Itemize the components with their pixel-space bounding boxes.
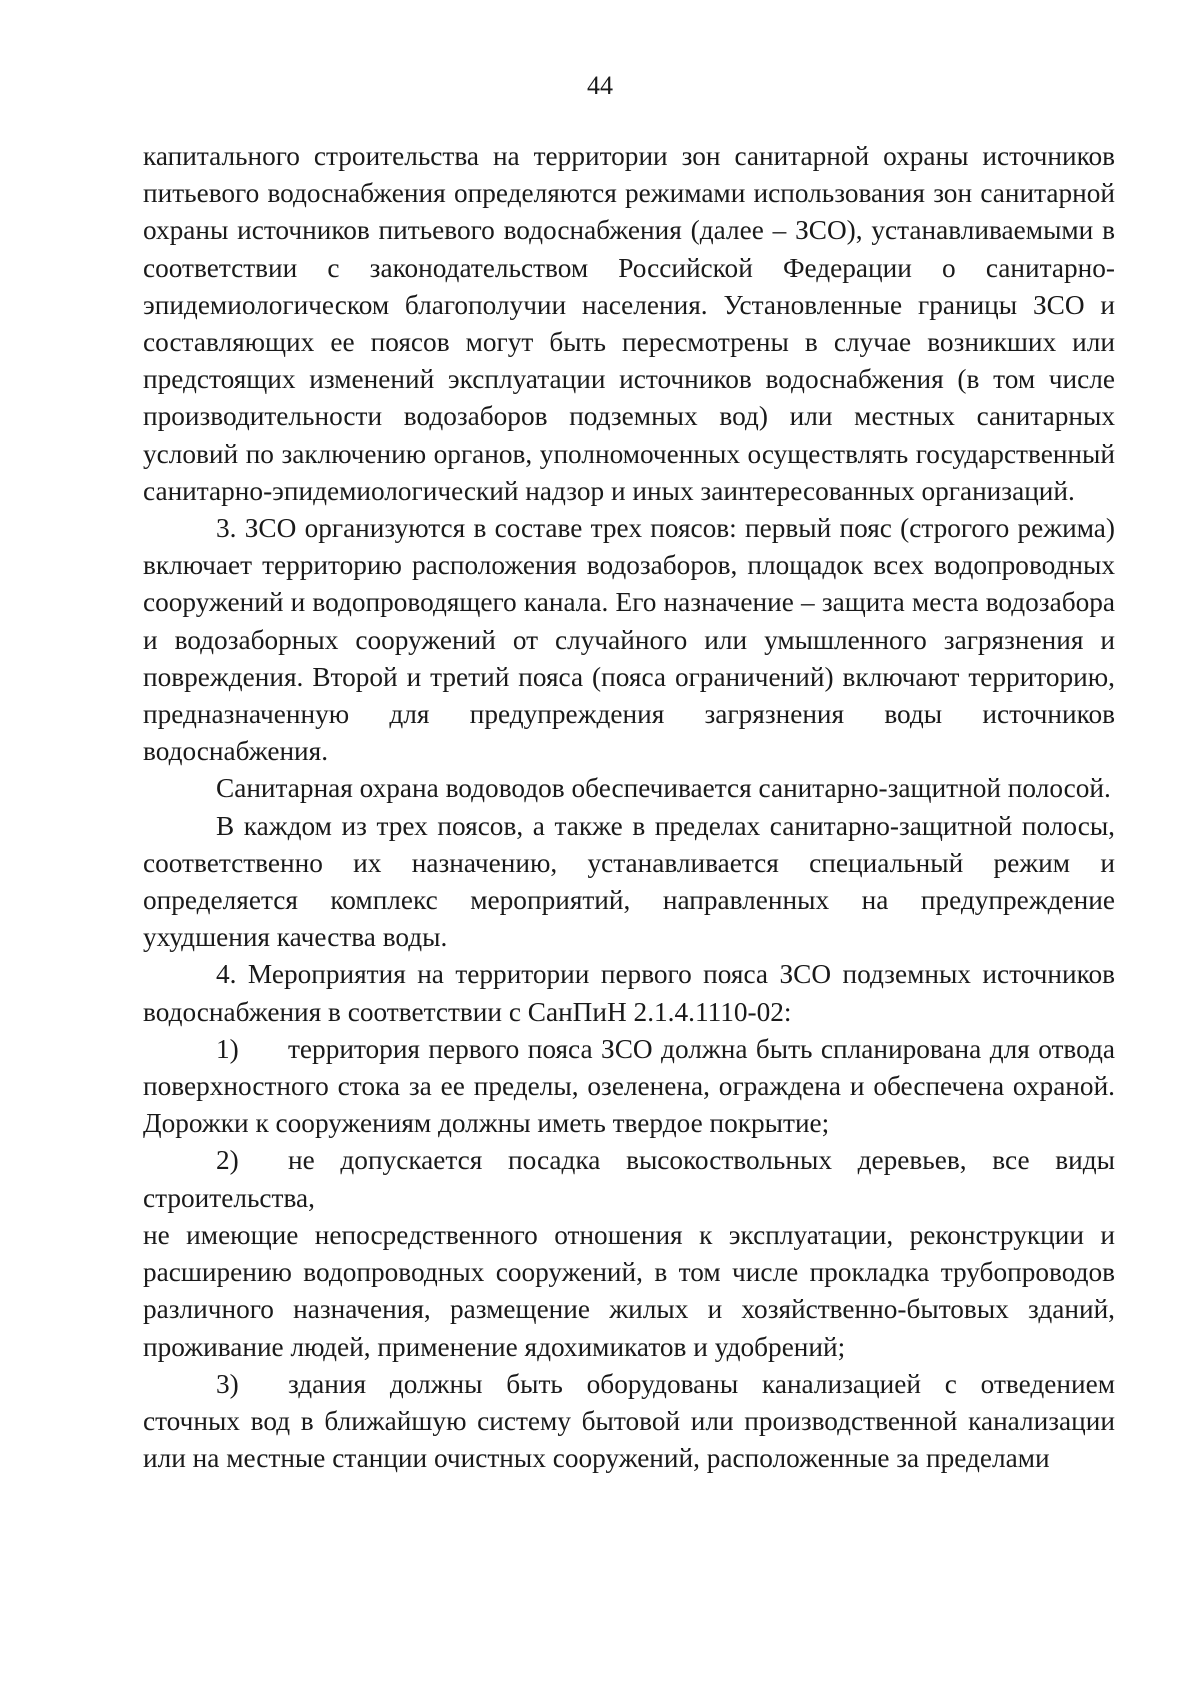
list-item-2-continuation: не имеющие непосредственного отношения к эксплуатации, реконструкции и расширению водопроводных сооружений, в том числе прокладка трубопроводов различного назначения, размещение жилых и хозяйственно-бытовых зданий, проживание людей, применение ядохимикатов и удобрений; <box>143 1219 1115 1362</box>
document-body <box>143 138 1115 1477</box>
paragraph-water-conduit-protection: Санитарная охрана водоводов обеспечивается санитарно-защитной полосой. <box>216 773 1111 804</box>
list-item-1 <box>143 1031 1115 1143</box>
paragraph-belt-regimes: В каждом из трех поясов, а также в пределах санитарно-защитной полосы, соответственно их назначению, устанавливается специальный режим и определяется комплекс мероприятий, направленных на предупреждение ухудшения качества воды. <box>143 810 1115 953</box>
list-item-number: 2) <box>216 1145 239 1176</box>
list-item-number: 3) <box>216 1368 239 1399</box>
list-item-text: здания должны быть оборудованы канализацией с отведением сточных вод в ближайшую систему бытовой или производственной канализации или на местные станции очистных сооружений, расположенные за пределами <box>143 1368 1115 1474</box>
page-number: 44 <box>587 71 613 100</box>
paragraph-3-zso-belts: 3. ЗСО организуются в составе трех поясов: первый пояс (строгого режима) включает территорию расположения водозаборов, площадок всех водопроводных сооружений и водопроводящего канала. Его назначение – защита места водозабора и водозаборных сооружений от случайного или умышленного загрязнения и повреждения. Второй и третий пояса (пояса ограничений) включают территорию, предназначенную для предупреждения загрязнения воды источников водоснабжения. <box>143 513 1115 767</box>
list-item-2 <box>143 1142 1115 1216</box>
paragraph-4-first-belt-measures: 4. Мероприятия на территории первого пояса ЗСО подземных источников водоснабжения в соответствии с СанПиН 2.1.4.1110-02: <box>143 959 1115 1027</box>
list-item-3 <box>143 1366 1115 1478</box>
list-item-number: 1) <box>216 1033 239 1064</box>
list-item-text: территория первого пояса ЗСО должна быть спланирована для отвода поверхностного стока за ее пределы, озеленена, ограждена и обеспечена охраной. Дорожки к сооружениям должны иметь твердое покрытие; <box>143 1033 1115 1139</box>
list-item-text: не допускается посадка высокоствольных деревьев, все виды строительства, <box>143 1145 1115 1213</box>
paragraph-zso-boundaries: капитального строительства на территории зон санитарной охраны источников питьевого водоснабжения определяются режимами использования зон санитарной охраны источников питьевого водоснабжения (далее – ЗСО), устанавливаемыми в соответствии с законодательством Российской Федерации о санитарно-эпидемиологическом благополучии населения. Установленные границы ЗСО и составляющих ее поясов могут быть пересмотрены в случае возникших или предстоящих изменений эксплуатации источников водоснабжения (в том числе производительности водозаборов подземных вод) или местных санитарных условий по заключению органов, уполномоченных осуществлять государственный санитарно-эпидемиологический надзор и иных заинтересованных организаций. <box>143 141 1115 506</box>
